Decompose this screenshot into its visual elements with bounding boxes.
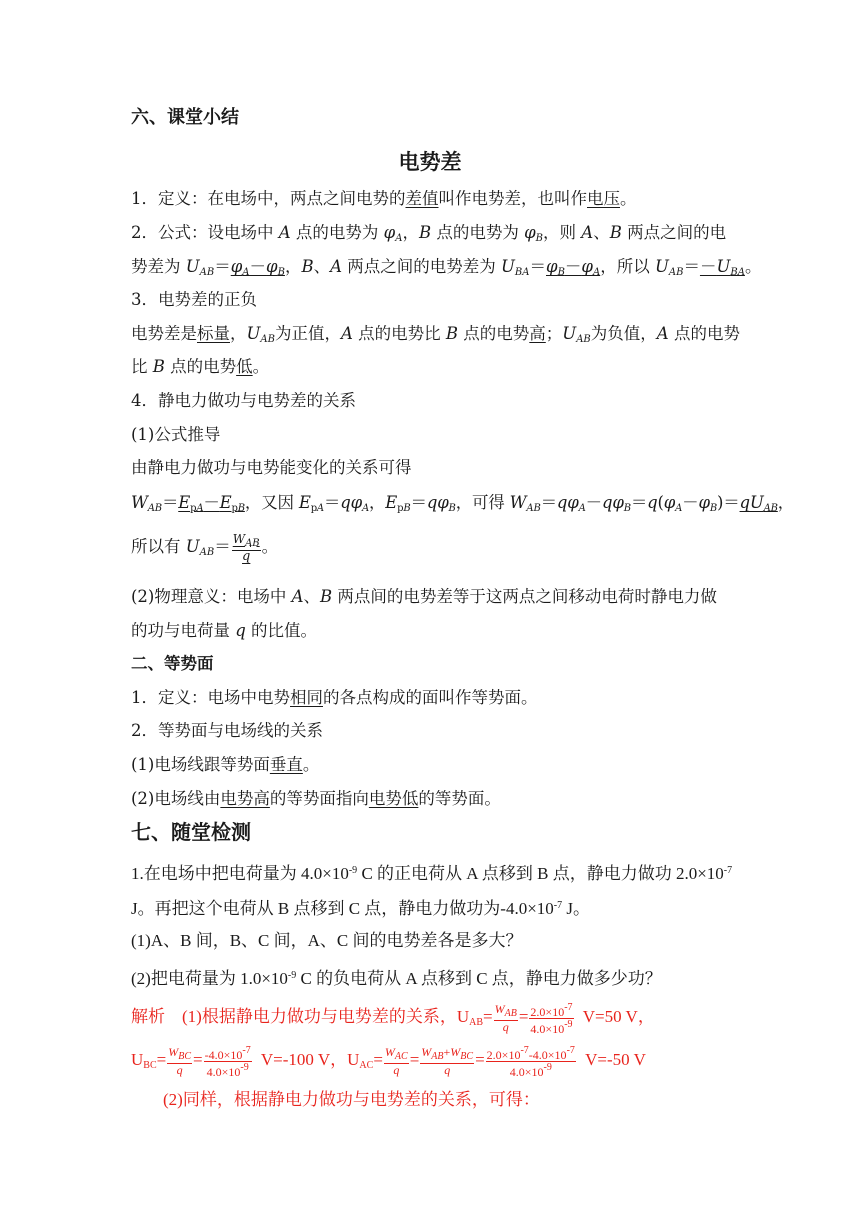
summary-line-2: 2．公式：设电场中 A 点的电势为 $\varphi_A$，B 点的电势为 $\varphi_B$，则 A、B 两点之间的电 — [131, 223, 727, 244]
summary-line-10: $W_{AB}=E_{pA}-E_{pB}$，又因 $E_{pA}=q\varphi_A$，$E_{pB}=q\varphi_B$，可得 $W_{AB}=q\varphi_A-q\varphi_B=q(\varphi_A-\varphi_B)=qU_{AB}$， — [131, 493, 795, 514]
summary-line-4: 3．电势差的正负 — [131, 290, 257, 309]
equipotential-line-1: 1．定义：电场中电势相同的各点构成的面叫作等势面。 — [131, 688, 538, 707]
summary-line-3: 势差为 $U_{AB}=\varphi_A-\varphi_B$，B、A 两点之间的电势差为 $U_{BA}=\varphi_B-\varphi_A$，所以 $U_{AB}=-U_{BA}$。 — [131, 257, 762, 278]
question-line-4: (2)把电荷量为 $1.0\times 10^{-9}$ C 的负电荷从 A 点移到 C 点，静电力做多少功？ — [131, 969, 662, 988]
equipotential-line-2: 2．等势面与电场线的关系 — [131, 721, 323, 740]
summary-line-6: 比 B 点的电势低。 — [131, 357, 270, 376]
summary-line-9: 由静电力做功与电势能变化的关系可得 — [131, 458, 412, 477]
summary-line-1: 1．定义：在电场中，两点之间电势的差值叫作电势差，也叫作电压。 — [131, 189, 637, 208]
summary-line-13: 的功与电荷量 q 的比值。 — [131, 621, 318, 640]
question-line-1: 1.在电场中把电荷量为 $4.0\times 10^{-9}$ C 的正电荷从 A 点移到 B 点，静电力做功 $2.0\times 10^{-7}$ — [131, 864, 733, 883]
summary-line-12: (2)物理意义：电场中 A、B 两点间的电势差等于这两点之间移动电荷时静电力做 — [131, 587, 717, 606]
summary-line-7: 4．静电力做功与电势差的关系 — [131, 391, 356, 410]
solution-line-3: (2)同样，根据静电力做功与电势差的关系，可得： — [163, 1090, 540, 1109]
solution-line-1: 解析 (1)根据静电力做功与电势差的关系，$U_{AB}=$ $\frac{W_{AB}}{q}$ = $\frac{2.0\times 10^{-7}}{4.0\times 10^{-9}}$ V=50 V， — [131, 1001, 655, 1036]
question-line-3: (1)A、B 间，B、C 间，A、C 间的电势差各是多大？ — [131, 931, 523, 950]
section-heading-quiz: 七、随堂检测 — [131, 820, 251, 844]
section-heading-equipotential: 二、等势面 — [131, 654, 214, 673]
section-heading-summary: 六、课堂小结 — [131, 107, 239, 128]
question-line-2: J。再把这个电荷从 B 点移到 C 点，静电力做功为$-4.0\times 10^{-7}$ J。 — [131, 899, 591, 918]
summary-line-8: (1)公式推导 — [131, 425, 221, 444]
fraction-w-over-q: $\frac{W_{AB}}{q}$ — [232, 531, 260, 564]
page-title: 电势差 — [398, 150, 462, 174]
summary-line-5: 电势差是标量，$U_{AB}$为正值，A 点的电势比 B 点的电势高；$U_{AB}$为负值，A 点的电势 — [131, 324, 740, 345]
summary-line-11: 所以有 $U_{AB}=$ $\frac{W_{AB}}{q}$ 。 — [131, 531, 279, 564]
solution-line-2: $U_{BC}=$ $\frac{W_{BC}}{q}$ = $\frac{-4.0\times 10^{-7}}{4.0\times 10^{-9}}$ V=-100 V，$U_{AC}=$ $\frac{W_{AC}}{q}$ = $\frac{W_{AB}+W_{BC}}{q}$ = $\frac{2.0\times 10^{-7}-4.0\times 10^{-7}}{4.0\times 10^{-9}}$ V=-50 V — [131, 1044, 646, 1079]
equipotential-line-3: (1)电场线跟等势面垂直。 — [131, 755, 320, 774]
equipotential-line-4: (2)电场线由电势高的等势面指向电势低的等势面。 — [131, 789, 501, 808]
